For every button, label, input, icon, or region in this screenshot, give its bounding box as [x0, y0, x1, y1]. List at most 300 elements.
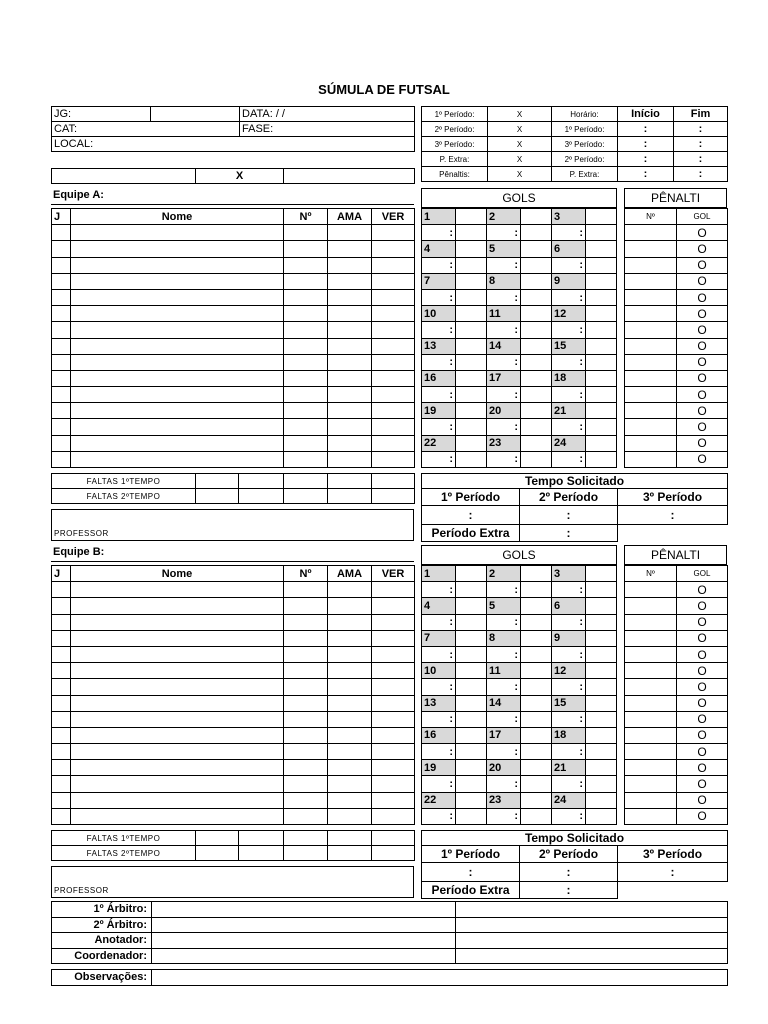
player-red-cell[interactable] [372, 663, 415, 679]
player-number-cell[interactable] [284, 387, 328, 403]
player-name-cell[interactable] [71, 322, 284, 338]
penalti-circle-icon[interactable]: O [677, 435, 728, 451]
arbitro1-sign[interactable] [456, 902, 728, 918]
player-j-cell[interactable] [52, 370, 71, 386]
gol-player-cell[interactable] [521, 792, 552, 808]
anotador-sign[interactable] [456, 933, 728, 949]
period-score[interactable]: X [488, 137, 552, 152]
gol-time-cell-b[interactable] [521, 614, 552, 630]
player-j-cell[interactable] [52, 354, 71, 370]
player-j-cell[interactable] [52, 808, 71, 824]
gol-time-cell[interactable]: : [487, 711, 521, 727]
player-name-cell[interactable] [71, 663, 284, 679]
gol-time-cell[interactable]: : [487, 322, 521, 338]
penalti-circle-icon[interactable]: O [677, 289, 728, 305]
gol-time-cell[interactable]: : [422, 387, 456, 403]
player-j-cell[interactable] [52, 289, 71, 305]
gol-player-cell[interactable] [586, 370, 617, 386]
player-name-cell[interactable] [71, 711, 284, 727]
penalti-num-cell[interactable] [625, 582, 677, 598]
player-j-cell[interactable] [52, 387, 71, 403]
player-j-cell[interactable] [52, 711, 71, 727]
penalti-circle-icon[interactable]: O [677, 273, 728, 289]
gol-player-cell[interactable] [586, 338, 617, 354]
data-field[interactable]: DATA: / / [240, 107, 415, 122]
gol-time-cell-b[interactable] [521, 289, 552, 305]
gol-time-cell[interactable]: : [487, 646, 521, 662]
gol-time-cell[interactable]: : [552, 225, 586, 241]
player-name-cell[interactable] [71, 241, 284, 257]
player-number-cell[interactable] [284, 354, 328, 370]
gol-time-cell[interactable]: : [422, 711, 456, 727]
penalti-circle-icon[interactable]: O [677, 760, 728, 776]
player-red-cell[interactable] [372, 646, 415, 662]
gol-time-cell-b[interactable] [456, 322, 487, 338]
player-j-cell[interactable] [52, 760, 71, 776]
fim-cell[interactable]: : [674, 137, 728, 152]
gol-time-cell-b[interactable] [586, 225, 617, 241]
player-red-cell[interactable] [372, 419, 415, 435]
gol-player-cell[interactable] [586, 727, 617, 743]
gol-player-cell[interactable] [456, 727, 487, 743]
player-name-cell[interactable] [71, 370, 284, 386]
player-yellow-cell[interactable] [328, 419, 372, 435]
gol-time-cell[interactable]: : [487, 582, 521, 598]
penalti-circle-icon[interactable]: O [677, 808, 728, 824]
player-name-cell[interactable] [71, 744, 284, 760]
player-number-cell[interactable] [284, 273, 328, 289]
gol-player-cell[interactable] [456, 370, 487, 386]
player-number-cell[interactable] [284, 257, 328, 273]
jg-field[interactable]: JG: [52, 107, 151, 122]
player-number-cell[interactable] [284, 370, 328, 386]
player-j-cell[interactable] [52, 598, 71, 614]
gol-player-cell[interactable] [456, 209, 487, 225]
player-yellow-cell[interactable] [328, 630, 372, 646]
player-yellow-cell[interactable] [328, 370, 372, 386]
player-red-cell[interactable] [372, 273, 415, 289]
player-yellow-cell[interactable] [328, 322, 372, 338]
penalti-circle-icon[interactable]: O [677, 679, 728, 695]
player-number-cell[interactable] [284, 614, 328, 630]
penalti-circle-icon[interactable]: O [677, 776, 728, 792]
player-j-cell[interactable] [52, 225, 71, 241]
gol-player-cell[interactable] [521, 370, 552, 386]
gol-time-cell-b[interactable] [456, 808, 487, 824]
penalti-circle-icon[interactable]: O [677, 630, 728, 646]
penalti-circle-icon[interactable]: O [677, 322, 728, 338]
gol-time-cell[interactable]: : [487, 419, 521, 435]
player-number-cell[interactable] [284, 711, 328, 727]
team-b-name-field[interactable] [284, 169, 415, 184]
gol-player-cell[interactable] [586, 241, 617, 257]
gol-time-cell-b[interactable] [586, 711, 617, 727]
gol-time-cell[interactable]: : [487, 776, 521, 792]
player-yellow-cell[interactable] [328, 273, 372, 289]
falta-cell[interactable] [372, 846, 415, 861]
player-name-cell[interactable] [71, 808, 284, 824]
gol-time-cell-b[interactable] [586, 776, 617, 792]
player-name-cell[interactable] [71, 776, 284, 792]
gol-player-cell[interactable] [456, 663, 487, 679]
player-red-cell[interactable] [372, 322, 415, 338]
falta-cell[interactable] [328, 474, 372, 489]
player-number-cell[interactable] [284, 679, 328, 695]
cat-field[interactable]: CAT: [52, 122, 240, 137]
gol-time-cell[interactable]: : [487, 354, 521, 370]
penalti-num-cell[interactable] [625, 760, 677, 776]
player-red-cell[interactable] [372, 630, 415, 646]
gol-time-cell[interactable]: : [422, 289, 456, 305]
player-red-cell[interactable] [372, 435, 415, 451]
player-j-cell[interactable] [52, 306, 71, 322]
gol-player-cell[interactable] [586, 273, 617, 289]
inicio-cell[interactable]: : [618, 167, 674, 182]
falta-cell[interactable] [284, 846, 328, 861]
gol-time-cell[interactable]: : [552, 322, 586, 338]
gol-time-cell-b[interactable] [521, 354, 552, 370]
penalti-num-cell[interactable] [625, 727, 677, 743]
player-red-cell[interactable] [372, 338, 415, 354]
gol-player-cell[interactable] [586, 760, 617, 776]
player-yellow-cell[interactable] [328, 711, 372, 727]
penalti-num-cell[interactable] [625, 419, 677, 435]
player-number-cell[interactable] [284, 225, 328, 241]
penalti-circle-icon[interactable]: O [677, 695, 728, 711]
player-yellow-cell[interactable] [328, 598, 372, 614]
player-number-cell[interactable] [284, 744, 328, 760]
player-j-cell[interactable] [52, 582, 71, 598]
gol-player-cell[interactable] [586, 435, 617, 451]
penalti-num-cell[interactable] [625, 273, 677, 289]
penalti-num-cell[interactable] [625, 435, 677, 451]
penalti-circle-icon[interactable]: O [677, 370, 728, 386]
player-name-cell[interactable] [71, 614, 284, 630]
gol-time-cell-b[interactable] [521, 419, 552, 435]
player-j-cell[interactable] [52, 695, 71, 711]
professor-box[interactable] [51, 866, 414, 898]
gol-time-cell-b[interactable] [586, 354, 617, 370]
gol-time-cell[interactable]: : [422, 646, 456, 662]
gol-player-cell[interactable] [521, 760, 552, 776]
penalti-num-cell[interactable] [625, 241, 677, 257]
penalti-num-cell[interactable] [625, 289, 677, 305]
gol-time-cell[interactable]: : [552, 744, 586, 760]
player-name-cell[interactable] [71, 225, 284, 241]
player-yellow-cell[interactable] [328, 306, 372, 322]
gol-player-cell[interactable] [521, 663, 552, 679]
player-number-cell[interactable] [284, 435, 328, 451]
penalti-num-cell[interactable] [625, 646, 677, 662]
gol-time-cell-b[interactable] [586, 646, 617, 662]
gol-time-cell-b[interactable] [521, 322, 552, 338]
player-j-cell[interactable] [52, 727, 71, 743]
player-red-cell[interactable] [372, 776, 415, 792]
gol-player-cell[interactable] [586, 598, 617, 614]
gol-time-cell-b[interactable] [521, 387, 552, 403]
gol-time-cell[interactable]: : [552, 614, 586, 630]
player-yellow-cell[interactable] [328, 582, 372, 598]
penalti-circle-icon[interactable]: O [677, 387, 728, 403]
penalti-circle-icon[interactable]: O [677, 419, 728, 435]
penalti-num-cell[interactable] [625, 744, 677, 760]
gol-player-cell[interactable] [456, 760, 487, 776]
player-name-cell[interactable] [71, 403, 284, 419]
player-number-cell[interactable] [284, 792, 328, 808]
penalti-num-cell[interactable] [625, 711, 677, 727]
player-name-cell[interactable] [71, 630, 284, 646]
gol-time-cell[interactable]: : [487, 289, 521, 305]
penalti-circle-icon[interactable]: O [677, 354, 728, 370]
gol-time-cell[interactable]: : [487, 387, 521, 403]
player-yellow-cell[interactable] [328, 451, 372, 467]
player-red-cell[interactable] [372, 225, 415, 241]
player-red-cell[interactable] [372, 241, 415, 257]
tempo-extra-value[interactable]: : [520, 882, 618, 899]
falta-cell[interactable] [372, 474, 415, 489]
gol-time-cell[interactable]: : [487, 808, 521, 824]
gol-time-cell[interactable]: : [422, 744, 456, 760]
penalti-num-cell[interactable] [625, 614, 677, 630]
gol-player-cell[interactable] [456, 273, 487, 289]
gol-player-cell[interactable] [586, 403, 617, 419]
team-a-name-field[interactable] [52, 169, 196, 184]
player-red-cell[interactable] [372, 760, 415, 776]
arbitro2-name[interactable] [152, 917, 456, 933]
player-number-cell[interactable] [284, 582, 328, 598]
gol-time-cell[interactable]: : [487, 679, 521, 695]
penalti-circle-icon[interactable]: O [677, 306, 728, 322]
penalti-circle-icon[interactable]: O [677, 225, 728, 241]
player-j-cell[interactable] [52, 451, 71, 467]
falta-cell[interactable] [372, 489, 415, 504]
player-j-cell[interactable] [52, 419, 71, 435]
player-name-cell[interactable] [71, 451, 284, 467]
tempo-p2-value[interactable]: : [520, 863, 618, 882]
gol-time-cell-b[interactable] [586, 322, 617, 338]
inicio-cell[interactable]: Início [618, 107, 674, 122]
player-yellow-cell[interactable] [328, 744, 372, 760]
player-red-cell[interactable] [372, 808, 415, 824]
player-j-cell[interactable] [52, 792, 71, 808]
gol-player-cell[interactable] [456, 435, 487, 451]
penalti-circle-icon[interactable]: O [677, 663, 728, 679]
gol-time-cell-b[interactable] [521, 257, 552, 273]
penalti-circle-icon[interactable]: O [677, 598, 728, 614]
penalti-num-cell[interactable] [625, 679, 677, 695]
player-j-cell[interactable] [52, 338, 71, 354]
player-j-cell[interactable] [52, 630, 71, 646]
player-yellow-cell[interactable] [328, 257, 372, 273]
player-number-cell[interactable] [284, 776, 328, 792]
player-red-cell[interactable] [372, 403, 415, 419]
penalti-circle-icon[interactable]: O [677, 241, 728, 257]
gol-time-cell-b[interactable] [521, 679, 552, 695]
gol-player-cell[interactable] [456, 306, 487, 322]
player-name-cell[interactable] [71, 306, 284, 322]
gol-time-cell-b[interactable] [456, 354, 487, 370]
player-yellow-cell[interactable] [328, 760, 372, 776]
gol-time-cell-b[interactable] [456, 679, 487, 695]
player-number-cell[interactable] [284, 663, 328, 679]
player-number-cell[interactable] [284, 598, 328, 614]
jg-value[interactable] [151, 107, 240, 122]
player-red-cell[interactable] [372, 306, 415, 322]
player-red-cell[interactable] [372, 792, 415, 808]
gol-player-cell[interactable] [586, 792, 617, 808]
tempo-p3-value[interactable]: : [618, 506, 728, 525]
player-red-cell[interactable] [372, 370, 415, 386]
gol-time-cell-b[interactable] [456, 257, 487, 273]
player-yellow-cell[interactable] [328, 225, 372, 241]
tempo-extra-value[interactable]: : [520, 525, 618, 542]
gol-time-cell[interactable]: : [552, 582, 586, 598]
gol-player-cell[interactable] [456, 566, 487, 582]
gol-time-cell-b[interactable] [521, 744, 552, 760]
gol-time-cell-b[interactable] [586, 744, 617, 760]
gol-time-cell-b[interactable] [521, 776, 552, 792]
player-yellow-cell[interactable] [328, 792, 372, 808]
penalti-num-cell[interactable] [625, 630, 677, 646]
player-j-cell[interactable] [52, 614, 71, 630]
gol-player-cell[interactable] [456, 695, 487, 711]
player-number-cell[interactable] [284, 322, 328, 338]
player-number-cell[interactable] [284, 289, 328, 305]
penalti-num-cell[interactable] [625, 403, 677, 419]
gol-time-cell-b[interactable] [456, 387, 487, 403]
player-yellow-cell[interactable] [328, 614, 372, 630]
gol-player-cell[interactable] [521, 566, 552, 582]
gol-player-cell[interactable] [456, 403, 487, 419]
penalti-num-cell[interactable] [625, 322, 677, 338]
gol-time-cell[interactable]: : [552, 354, 586, 370]
player-j-cell[interactable] [52, 744, 71, 760]
tempo-p1-value[interactable]: : [422, 863, 520, 882]
player-name-cell[interactable] [71, 760, 284, 776]
gol-player-cell[interactable] [521, 241, 552, 257]
player-number-cell[interactable] [284, 451, 328, 467]
player-name-cell[interactable] [71, 679, 284, 695]
gol-player-cell[interactable] [456, 598, 487, 614]
gol-time-cell[interactable]: : [487, 451, 521, 467]
gol-time-cell-b[interactable] [456, 451, 487, 467]
gol-time-cell[interactable]: : [552, 776, 586, 792]
penalti-circle-icon[interactable]: O [677, 711, 728, 727]
player-number-cell[interactable] [284, 630, 328, 646]
player-red-cell[interactable] [372, 257, 415, 273]
gol-time-cell-b[interactable] [586, 257, 617, 273]
gol-player-cell[interactable] [521, 209, 552, 225]
local-field[interactable]: LOCAL: [52, 137, 415, 152]
gol-time-cell-b[interactable] [456, 225, 487, 241]
observacoes-field[interactable] [152, 970, 728, 986]
falta-cell[interactable] [196, 489, 239, 504]
player-red-cell[interactable] [372, 451, 415, 467]
gol-time-cell[interactable]: : [422, 808, 456, 824]
player-j-cell[interactable] [52, 435, 71, 451]
gol-player-cell[interactable] [521, 435, 552, 451]
penalti-num-cell[interactable] [625, 451, 677, 467]
gol-player-cell[interactable] [521, 630, 552, 646]
gol-time-cell[interactable]: : [552, 451, 586, 467]
falta-cell[interactable] [328, 831, 372, 846]
gol-time-cell-b[interactable] [586, 451, 617, 467]
player-yellow-cell[interactable] [328, 727, 372, 743]
gol-time-cell[interactable]: : [422, 776, 456, 792]
gol-player-cell[interactable] [521, 727, 552, 743]
penalti-num-cell[interactable] [625, 338, 677, 354]
inicio-cell[interactable]: : [618, 137, 674, 152]
player-yellow-cell[interactable] [328, 808, 372, 824]
gol-player-cell[interactable] [456, 241, 487, 257]
gol-time-cell-b[interactable] [586, 808, 617, 824]
player-yellow-cell[interactable] [328, 338, 372, 354]
gol-player-cell[interactable] [521, 306, 552, 322]
falta-cell[interactable] [284, 831, 328, 846]
gol-time-cell[interactable]: : [422, 225, 456, 241]
gol-time-cell[interactable]: : [552, 711, 586, 727]
player-yellow-cell[interactable] [328, 435, 372, 451]
player-name-cell[interactable] [71, 646, 284, 662]
gol-player-cell[interactable] [586, 630, 617, 646]
penalti-num-cell[interactable] [625, 306, 677, 322]
player-number-cell[interactable] [284, 760, 328, 776]
penalti-num-cell[interactable] [625, 663, 677, 679]
gol-time-cell-b[interactable] [456, 711, 487, 727]
penalti-circle-icon[interactable]: O [677, 646, 728, 662]
penalti-num-cell[interactable] [625, 695, 677, 711]
gol-time-cell[interactable]: : [552, 387, 586, 403]
falta-cell[interactable] [196, 846, 239, 861]
gol-time-cell[interactable]: : [422, 354, 456, 370]
player-number-cell[interactable] [284, 419, 328, 435]
falta-cell[interactable] [328, 846, 372, 861]
falta-cell[interactable] [196, 831, 239, 846]
player-j-cell[interactable] [52, 679, 71, 695]
gol-time-cell[interactable]: : [422, 419, 456, 435]
gol-player-cell[interactable] [521, 338, 552, 354]
falta-cell[interactable] [328, 489, 372, 504]
player-number-cell[interactable] [284, 241, 328, 257]
fim-cell[interactable]: : [674, 122, 728, 137]
falta-cell[interactable] [239, 846, 284, 861]
falta-cell[interactable] [372, 831, 415, 846]
player-number-cell[interactable] [284, 306, 328, 322]
gol-time-cell-b[interactable] [456, 582, 487, 598]
penalti-num-cell[interactable] [625, 257, 677, 273]
falta-cell[interactable] [239, 489, 284, 504]
gol-time-cell-b[interactable] [586, 582, 617, 598]
falta-cell[interactable] [284, 474, 328, 489]
penalti-circle-icon[interactable]: O [677, 582, 728, 598]
penalti-circle-icon[interactable]: O [677, 727, 728, 743]
gol-time-cell-b[interactable] [521, 711, 552, 727]
gol-time-cell[interactable]: : [552, 257, 586, 273]
gol-time-cell-b[interactable] [586, 679, 617, 695]
gol-player-cell[interactable] [521, 403, 552, 419]
player-yellow-cell[interactable] [328, 387, 372, 403]
player-name-cell[interactable] [71, 387, 284, 403]
player-j-cell[interactable] [52, 322, 71, 338]
penalti-circle-icon[interactable]: O [677, 257, 728, 273]
penalti-circle-icon[interactable]: O [677, 744, 728, 760]
inicio-cell[interactable]: : [618, 122, 674, 137]
player-red-cell[interactable] [372, 727, 415, 743]
gol-time-cell-b[interactable] [586, 419, 617, 435]
player-name-cell[interactable] [71, 289, 284, 305]
gol-time-cell[interactable]: : [422, 322, 456, 338]
gol-player-cell[interactable] [521, 598, 552, 614]
